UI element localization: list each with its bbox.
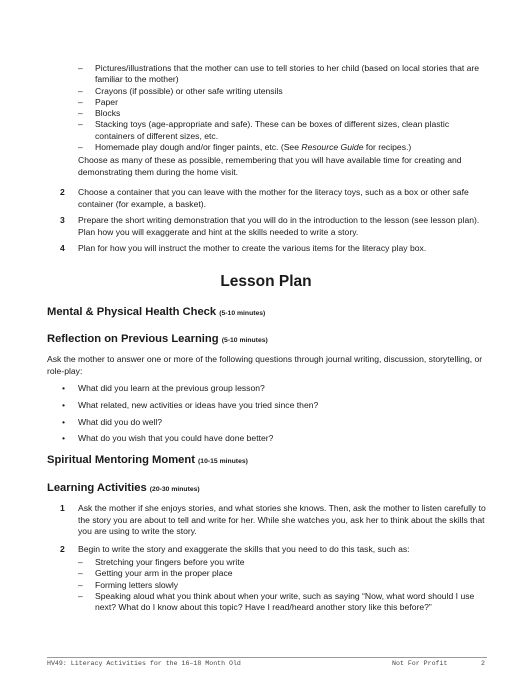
dash-marker: – (78, 96, 83, 107)
dash-marker: – (78, 108, 83, 119)
numbered-step (60, 544, 490, 556)
list-item-text: What did you learn at the previous group lesson? (78, 383, 265, 393)
step-number: 1 (60, 503, 65, 513)
footer-not-for-profit: Not For Profit (392, 660, 448, 667)
activities-steps-list (60, 503, 490, 555)
list-item (78, 557, 488, 568)
step-number: 3 (60, 215, 65, 225)
section-heading-spiritual (47, 454, 248, 466)
bullet-marker: • (62, 383, 66, 393)
step-number: 2 (60, 543, 65, 554)
dash-marker: – (78, 119, 83, 130)
dash-marker: – (78, 568, 83, 579)
section-duration: (5-10 minutes) (221, 337, 268, 344)
list-item-text: Crayons (if possible) or other safe writing utensils (95, 85, 283, 96)
list-item-text: Blocks (95, 108, 121, 119)
prep-steps-list (60, 187, 490, 255)
dash-marker: – (78, 85, 83, 96)
dash-marker: – (78, 590, 83, 601)
list-item (78, 580, 488, 591)
list-item-text: What do you wish that you could have done better? (78, 433, 274, 444)
list-item (78, 108, 488, 119)
reflection-intro: Ask the mother to answer one or more of the following questions through journal writing, discussion, storytelling, or role-play: (47, 354, 483, 376)
dash-marker: – (78, 142, 83, 153)
step-text: Plan for how you will instruct the mother to create the various items for the literacy play box. (78, 243, 427, 253)
list-item-text: Pictures/illustrations that the mother can use to tell stories to her child (based on local stories that are familiar to the mother) (95, 63, 480, 85)
section-title: Mental & Physical Health Check (47, 306, 217, 318)
list-item (60, 383, 480, 400)
section-heading-reflection (47, 333, 268, 345)
footer-divider (47, 657, 487, 658)
numbered-step (60, 503, 490, 538)
step-number: 4 (60, 243, 65, 253)
list-item (60, 417, 480, 434)
section-duration: (20-30 minutes) (149, 486, 200, 493)
section-duration: (10-15 minutes) (198, 458, 248, 465)
list-item (60, 433, 480, 450)
step-text: Prepare the short writing demonstration that you will do in the introduction to the lesson (see lesson plan). Plan how you will exaggerate and hint at the skills needed to write a story. (78, 215, 480, 237)
list-item-text: Stacking toys (age-appropriate and safe). These can be boxes of different sizes, clean plastic containers of different sizes, etc. (95, 119, 450, 141)
reflection-questions (60, 383, 480, 450)
step-number: 2 (60, 187, 65, 197)
list-item-text: What did you do well? (78, 416, 163, 427)
list-item (78, 568, 488, 579)
list-item (78, 142, 488, 153)
list-item-text: Getting your arm in the proper place (95, 568, 233, 579)
footer-document-title: HV49: Literacy Activities for the 16–18 Month Old (47, 660, 241, 667)
list-item-text: Forming letters slowly (95, 579, 179, 590)
list-item-text: Stretching your fingers before you write (95, 557, 245, 567)
writing-skills-list (78, 557, 488, 613)
dash-marker: – (78, 579, 83, 590)
list-item (78, 86, 488, 97)
list-item (78, 591, 488, 614)
list-item-text: Paper (95, 96, 118, 107)
section-heading-activities (47, 482, 200, 494)
section-title: Learning Activities (47, 482, 147, 494)
list-item (60, 400, 480, 417)
materials-list (78, 63, 488, 153)
list-item-text: Speaking aloud what you think about when your write, such as saying “Now, what word should I use next? What do I know about this topic? Have I read/heard another story like this before?” (95, 590, 475, 613)
list-item (78, 97, 488, 108)
lesson-plan-heading: Lesson Plan (220, 273, 312, 290)
footer-page-number: 2 (481, 660, 485, 667)
list-item (78, 63, 488, 86)
numbered-step (60, 187, 490, 210)
numbered-step (60, 243, 490, 255)
bullet-marker: • (62, 433, 66, 444)
list-item (78, 119, 488, 142)
text-after: for recipes.) (363, 142, 412, 153)
text-before: Homemade play dough and/or finger paints, etc. (See (95, 142, 302, 153)
section-heading-health (47, 306, 265, 318)
list-item-text (95, 142, 411, 152)
section-title: Reflection on Previous Learning (47, 333, 219, 345)
numbered-step (60, 215, 490, 238)
step-text: Ask the mother if she enjoys stories, and what stories she knows. Then, ask the mother to listen carefully to the story you are about to tell and write for her. While she watches you, ask her to think about the skills that you are using to write the story. (78, 503, 486, 536)
choose-paragraph: Choose as many of these as possible, remembering that you will have available time for creating and demonstrating them during the home visit. (78, 155, 462, 177)
bullet-marker: • (62, 416, 66, 427)
step-text: Begin to write the story and exaggerate the skills that you need to do this task, such as: (78, 543, 410, 554)
bullet-marker: • (62, 399, 66, 410)
step-text: Choose a container that you can leave with the mother for the literacy toys, such as a box or other safe container (for example, a basket). (78, 187, 469, 209)
dash-marker: – (78, 557, 83, 567)
section-duration: (5-10 minutes) (219, 310, 266, 317)
dash-marker: – (78, 63, 83, 73)
section-title: Spiritual Mentoring Moment (47, 454, 195, 466)
resource-guide-title: Resource Guide (301, 142, 364, 153)
list-item-text: What related, new activities or ideas have you tried since then? (78, 399, 319, 410)
